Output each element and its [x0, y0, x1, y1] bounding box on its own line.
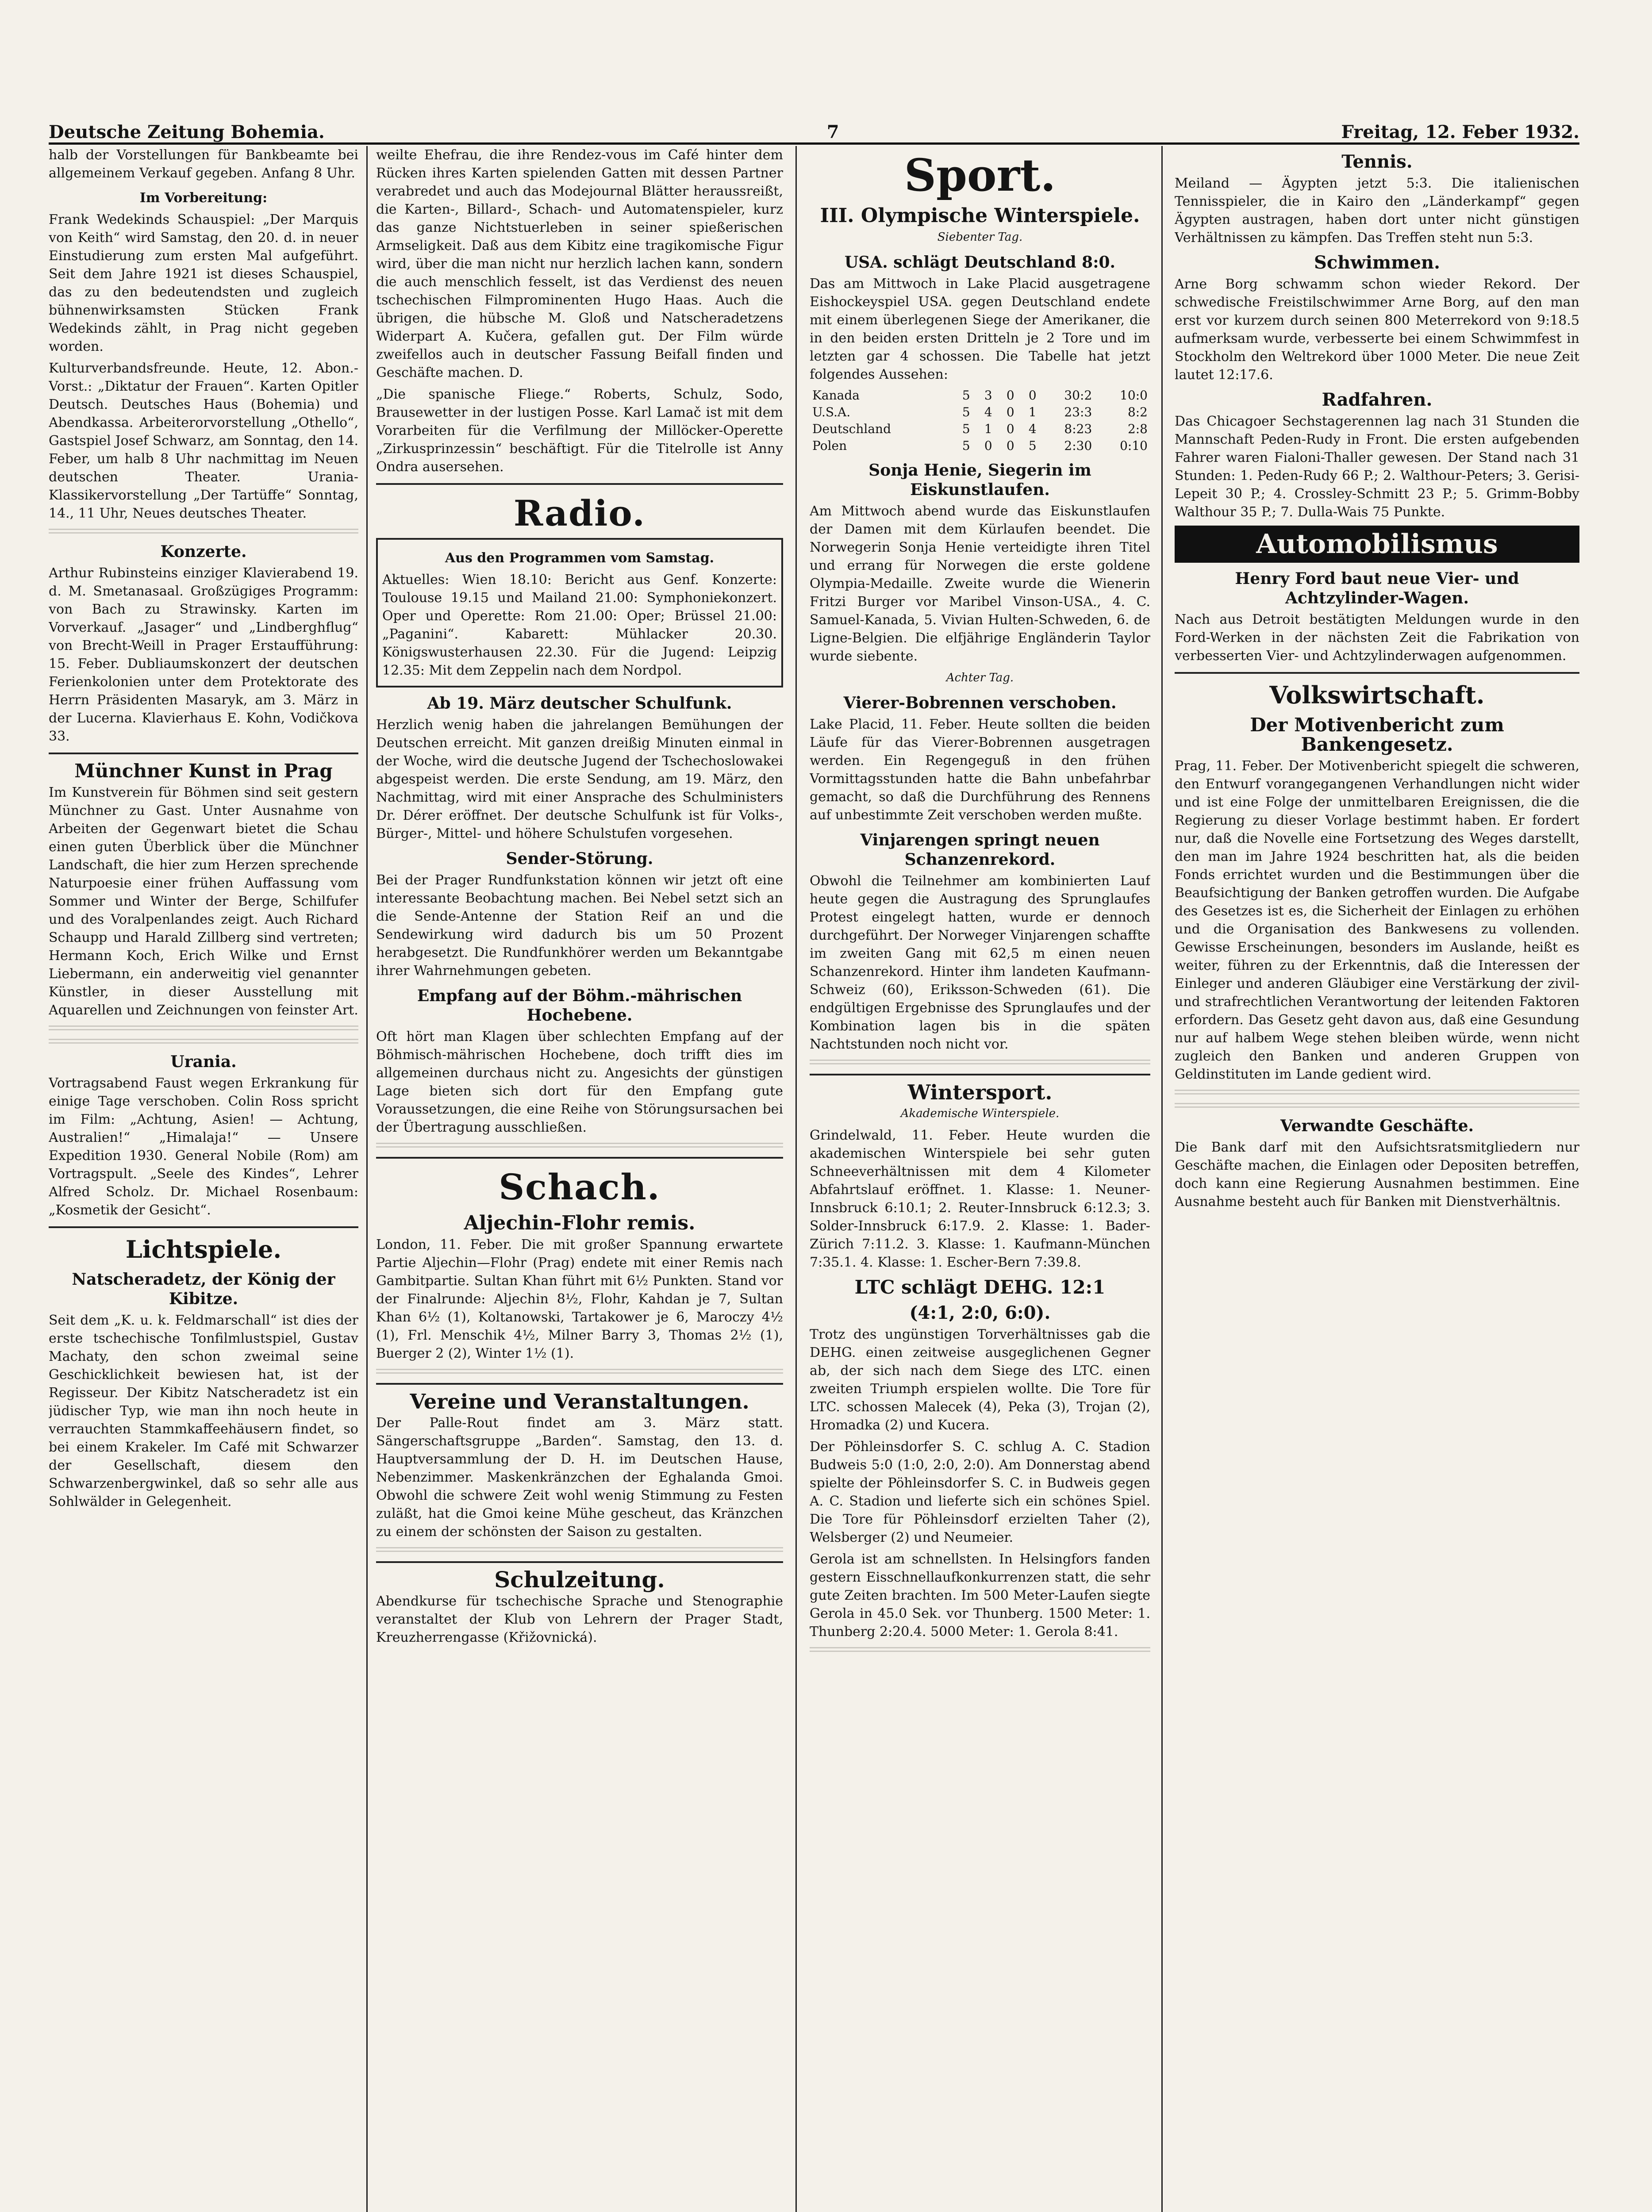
radfahren-text: Das Chicagoer Sechstagerennen lag nach 31 Stunden die Mannschaft Peden-Rudy in Front. Die ersten aufgebenden Fahrer waren Fialoni-Thaller gewesen. Der Stand nach 31 Stunden: 1. Peden-Rudy 66 P.; 2. Walthour-Peters; 3. Gerisi-Lepeit 30 P.; 4. Crossley-Schmitt 23 P.; 5. Grimm-Bobby Walthour 35 P.; 7. Dulla-Wais 75 Punkte. [1175, 414, 1579, 520]
empfang-text: Oft hört man Klagen über schlechten Empfang auf der Böhmisch-mährischen Hochebene, doch trifft dies im allgemeinen durchaus nicht zu. Angesichts der günstigen Lage bieten sich dort für den Empfang gute Voraussetzungen, die eine Reihe von Störungsursachen bei der Übertragung ausschließen. [376, 1029, 783, 1135]
lichtspiele-heading: Lichtspiele. [125, 1235, 282, 1263]
olympia-heading: III. Olympische Winterspiele. [820, 204, 1140, 227]
lichtspiele-subheading: Natscheradetz, der König der Kibitze. [72, 1270, 335, 1308]
standings-cell-team: Deutschland [812, 422, 891, 436]
column-rule [366, 146, 368, 2212]
standings-cell-l: 1 [1028, 405, 1037, 419]
usa-deutschland-text: Das am Mittwoch in Lake Placid ausgetragene Eishockeyspiel USA. gegen Deutschland endete mit einem überlegenen Siege der Amerikaner, die in den beiden ersten Dritteln je 2 Tore und im letzten gar 4 schossen. Die Tabelle hat jetzt folgendes Aussehen: [810, 276, 1150, 382]
divider [376, 1561, 783, 1563]
urania-text: Vortragsabend Faust wegen Erkrankung für einige Tage verschoben. Colin Ross spricht im Film: „Achtung, Asien! — Achtung, Australien!“ „Himalaja!“ — Unsere Expedition 1930. General Nobile (Rom) am Vortragspult. „Seele des Kindes“, Lehrer Alfred Scholz. Dr. Michael Rosenbaum: „Kosmetik der Gesicht“. [49, 1075, 358, 1218]
ltc-score: (4:1, 2:0, 6:0). [909, 1302, 1051, 1323]
wintersport-text: Grindelwald, 11. Feber. Heute wurden die akademischen Winterspiele bei sehr guten Schneeverhältnissen mit dem 4 Kilometer Abfahrtslauf eröffnet. 1. Klasse: 1. Neuner-Innsbruck 6:10.1; 2. Reuter-Innsbruck 6:12.3; 3. Solder-Innsbruck 6:17.9. 2. Klasse: 1. Bader-Zürich 7:11.2. 3. Klasse: 1. Kaufmann-München 7:35.1. 4. Klasse: 1. Escher-Bern 7:39.8. [810, 1128, 1150, 1270]
schanze-text: Obwohl die Teilnehmer am kombinierten Lauf heute gegen die Austragung des Sprunglaufes Protest eingelegt hatten, wurde er dennoch durchgeführt. Der Norweger Vinjarengen schaffte im zweiten Gang mit 62,5 m einen neuen Schanzenrekord. Hinter ihm landeten Kaufmann-Schweiz (60), Eriksson-Schweden (61). Die endgültigen Ergebnisse des Sprunglaufes und der Kombination lagen bis in die späten Nachtstunden noch nicht vor. [810, 873, 1150, 1052]
standings-cell-l: 5 [1028, 438, 1037, 453]
konzerte-heading: Konzerte. [160, 542, 247, 561]
ltc-heading: LTC schlägt DEHG. 12:1 [854, 1276, 1106, 1298]
vorbereitung-text: Frank Wedekinds Schauspiel: „Der Marquis von Keith“ wird Samstag, den 20. d. in neuer Einstudierung zum ersten Mal aufgeführt. Seit dem Jahre 1921 ist dieses Schauspiel, das zu den bedeutendsten und zugleich bühnenwirksamsten Stücken Frank Wedekinds zählt, in Prag nicht gegeben worden. [49, 212, 358, 354]
tennis-heading: Tennis. [1341, 151, 1413, 172]
ford-text: Nach aus Detroit bestätigten Meldungen wurde in den Ford-Werken in der nächsten Zeit die Fabrikation von verbesserten Vier- und Achtzylinderwagen aufgenommen. [1175, 612, 1579, 664]
lichtspiele-text: Seit dem „K. u. k. Feldmarschall“ ist dies der erste tschechische Tonfilmlustspiel, Gustav Machaty, den schon zweimal seine Geschicklichkeit bewiesen hat, ist der Regisseur. Der Kibitz Natscheradetz ist ein jüdischer Typ, wie man ihn noch heute in verrauchten Stammkaffeehäusern findet, so bei einem Krakeler. Im Café mit Schwarzer der Gesellschaft, diesem den Schwarzenbergwinkel, daß so sehr alle aus Sohlwälder in Gelegenheit. [49, 1313, 358, 1509]
divider [376, 1157, 783, 1159]
usa-deutschland-heading: USA. schlägt Deutschland 8:0. [844, 253, 1116, 272]
tennis-text: Meiland — Ägypten jetzt 5:3. Die italienischen Tennisspieler, die in Kairo den „Länderkampf“ gegen Ägypten austragen, haben dort unter nicht günstigen Verhältnissen zu kämpfen. Das Treffen steht nun 5:3. [1175, 176, 1579, 246]
text-block [1175, 1090, 1579, 1097]
standings-cell-team: U.S.A. [812, 405, 851, 419]
wintersport-heading: Wintersport. [907, 1080, 1053, 1104]
standings-cell-l: 4 [1028, 422, 1037, 436]
masthead [49, 111, 1579, 145]
divider [376, 1383, 783, 1385]
muenchner-kunst-heading: Münchner Kunst in Prag [74, 760, 333, 782]
divider [49, 753, 358, 754]
standings-cell-l: 0 [1028, 388, 1037, 403]
standings-cell-d: 0 [1006, 422, 1014, 436]
column-3 [810, 146, 1150, 2212]
standings-cell-pts: 2:8 [1127, 422, 1148, 436]
empfang-heading: Empfang auf der Böhm.-mährischen Hochebene. [417, 987, 742, 1025]
column-rule [795, 146, 797, 2212]
schach-text: London, 11. Feber. Die mit großer Spannung erwartete Partie Aljechin—Flohr (Prag) endete mit einer Remis nach Gambitpartie. Sultan Khan führt mit 6½ Punkten. Stand vor der Finalrunde: Aljechin 8½, Flohr, Kahdan je 7, Sultan Khan 6½ (1), Koltanowski, Tartakower je 6, Maroczy 4½ (1), Frl. Menschik 4½, Milner Barry 3, Thomas 2½ (1), Buerger 2 (2), Winter 1½ (1). [376, 1237, 783, 1361]
schulzeitung-text: Abendkurse für tschechische Sprache und Stenographie veranstaltet der Klub von Lehrern der Prager Stadt, Kreuzherrengasse (Křižovnická). [376, 1594, 783, 1645]
radio-program-text: Aktuelles: Wien 18.10: Bericht aus Genf. Konzerte: Toulouse 19.15 und Mailand 21.00: Symphoniekonzert. Oper und Operette: Rom 21.00: Oper; Brüssel 21.00: „Paganini“. Kabarett: Mühlacker 20.30. Königswusterhausen 22.30. Für die Jugend: Leipzig 12.35: Mit dem Zeppelin nach dem Nordpol. [382, 572, 777, 678]
text-block [376, 1547, 783, 1554]
standings-cell-goals: 23:3 [1064, 405, 1092, 419]
text-block [810, 1060, 1150, 1067]
divider [49, 1226, 358, 1228]
standings-cell-team: Polen [812, 438, 847, 453]
column-2 [376, 146, 783, 2212]
henie-text: Am Mittwoch abend wurde das Eiskunstlaufen der Damen mit dem Kürlaufen beendet. Die Norwegerin Sonja Henie verteidigte ihren Titel und errang für Norwegen die erste goldene Olympia-Medaille. Zweite wurde die Wienerin Fritzi Burger vor Maribel Vinson-USA., 4. C. Samuel-Kanada, 5. Vivian Hulten-Schweden, 6. de Ligne-Belgien. Die elfjährige Engländerin Taylor wurde siebente. [810, 503, 1150, 664]
text-block [810, 1647, 1150, 1654]
text-block [376, 1143, 783, 1150]
standings-cell-d: 0 [1006, 438, 1014, 453]
budweis-text: Der Pöhleinsdorfer S. C. schlug A. C. Stadion Budweis 5:0 (1:0, 2:0, 2:0). Am Donnerstag abend spielte der Pöhleinsdorfer S. C. in Budweis gegen A. C. Stadion und lieferte sich ein schönes Spiel. Die Tore für Pöhleinsdorf erzielten Taher (2), Welsberger (2) und Neumeier. [810, 1439, 1150, 1545]
kino-notes: „Die spanische Fliege.“ Roberts, Schulz, Sodo, Brausewetter in der lustigen Posse. Karl Lamač ist mit dem Vorarbeiten für die Verfilmung der Millöcker-Operette „Zirkusprinzessin“ beschäftigt. Für die Titelrolle ist Anny Ondra ausersehen. [376, 387, 783, 475]
theater-note: halb der Vorstellungen für Bankbeamte bei allgemeinem Verkauf gegeben. Anfang 8 Uhr. [49, 147, 358, 181]
standings-cell-goals: 8:23 [1064, 422, 1092, 436]
motivenbericht-heading: Der Motivenbericht zum Bankengesetz. [1250, 714, 1504, 755]
standings-cell-d: 0 [1006, 405, 1014, 419]
standings-cell-goals: 2:30 [1064, 438, 1092, 453]
konzerte-text: Arthur Rubinsteins einziger Klavierabend 19. d. M. Smetanasaal. Großzügiges Programm: von Bach zu Strawinsky. Karten im Vorverkauf. „Jasager“ und „Lindberghflug“ von Brecht-Weill in Prager Erstaufführung: 15. Feber. Dubliaumskonzert der deutschen Ferienkolonien unter dem Protektorate des Herrn Präsidenten Masaryk, am 3. März in der Lucerna. Klavierhaus E. Kohn, Vodičkova 33. [49, 565, 358, 744]
text-block [49, 529, 358, 536]
standings-row [810, 404, 1150, 421]
divider [1175, 672, 1579, 674]
standings-row [810, 387, 1150, 404]
text-block [49, 1025, 358, 1033]
ford-heading: Henry Ford baut neue Vier- und Achtzylinder-Wagen. [1235, 569, 1519, 607]
standings-cell-pts: 8:2 [1127, 405, 1148, 419]
sender-text: Bei der Prager Rundfunkstation können wir jetzt oft eine interessante Beobachtung machen. Bei Nebel setzt sich an die Sende-Antenne der Station Reif an und die Sendewirkung wird dadurch bis um 50 Prozent herabgesetzt. Die Rundfunkhörer werden um Bekanntgabe ihrer Wahrnehmungen gebeten. [376, 872, 783, 979]
motivenbericht-text: Prag, 11. Feber. Der Motivenbericht spiegelt die schweren, den Entwurf vorangegangenen Verhandlungen nicht wider und ist eine Folge der unmittelbaren Ereignissen, die die Regierung zu dieser Vorlage bestimmt haben. Er fordert nur, daß die Novelle eine Fortsetzung des Weges darstellt, den man im Jahre 1924 beschritten hat, als die beiden Fonds errichtet wurden und die Bestimmungen über die Beaufsichtigung der Banken getroffen wurden. Die Aufgabe des Gesetzes ist es, die Sicherheit der Einlagen zu erhöhen und die Organisation des Bankwesens zu vollenden. Gewisse Erscheinungen, besonders im Auslande, heißt es weiter, führen zu der Erkenntnis, daß die Interessen der Einleger und anderen Gläubiger eine Verstärkung der zivil- und strafrechtlichen Verantwortung der leitenden Faktoren erfordern. Das Gesetz geht davon aus, daß eine Gesundung nur auf halbem Wege stehen bleiben würde, wenn nicht zugleich den Banken und anderen Gruppen von Geldinstituten im Lande gedient wird. [1175, 758, 1579, 1082]
standings-cell-w: 3 [984, 388, 992, 403]
standings-table [810, 387, 1150, 454]
verwandte-text: Die Bank darf mit den Aufsichtsratsmitgliedern nur Geschäfte machen, die Einlagen oder Depositen betreffen, doch kann eine Regierung Ausnahmen bestimmen. Eine Ausnahme besteht auch für Banken mit Dienstverhältnis. [1175, 1140, 1579, 1210]
standings-cell-g: 5 [962, 405, 970, 419]
radio-subheading: Aus den Programmen vom Samstag. [445, 550, 715, 566]
vereine-text: Der Palle-Rout findet am 3. März statt. Sängerschaftsgruppe „Barden“. Samstag, den 13. d. Hauptversammlung der D. H. im Deutschen Hause, Nebenzimmer. Maskenkränzchen der Eghalanda Gmoi. Obwohl die schwere Zeit wohl wenig Stimmung zu Festen zuläßt, hat die Gmoi keine Mühe gescheut, das Kränzchen zu einem der schönsten der Saison zu gestalten. [376, 1415, 783, 1540]
column-4 [1175, 146, 1579, 2212]
standings-cell-pts: 10:0 [1120, 388, 1148, 403]
kulturverband-text: Kulturverbandsfreunde. Heute, 12. Abon.-Vorst.: „Diktatur der Frauen“. Karten Opitler Deutsch. Deutsches Haus (Bohemia) und Abendkassa. Arbeiterorvorstellung „Othello“, Gastspiel Josef Schwarz, am Sonntag, den 14. Feber, um halb 8 Uhr nachmittag im Neuen deutschen Theater. Urania-Klassikervorstellung „Der Tartüffe“ Sonntag, 14., 11 Uhr, Neues deutsches Theater. [49, 361, 358, 521]
sport-heading: Sport. [904, 149, 1056, 201]
page-number: 7 [826, 122, 839, 142]
schach-heading: Schach. [499, 1166, 661, 1208]
vereine-heading: Vereine und Veranstaltungen. [410, 1390, 749, 1413]
paper-name: Deutsche Zeitung Bohemia. [49, 122, 325, 142]
bob-heading: Vierer-Bobrennen verschoben. [843, 694, 1117, 712]
standings-cell-g: 5 [962, 438, 970, 453]
bob-text: Lake Placid, 11. Feber. Heute sollten die beiden Läufe für das Vierer-Bobrennen ausgetragen werden. Ein Regengeguß in den frühen Vormittagsstunden hatte die Bahn unbefahrbar gemacht, so daß die Durchführung des Rennens auf unbestimmte Zeit verschoben werden mußte. [810, 717, 1150, 823]
standings-row [810, 438, 1150, 454]
schulfunk-text: Herzlich wenig haben die jahrelangen Bemühungen der Deutschen erreicht. Mit ganzen dreißig Minuten einmal in der Woche, wird die deutsche Jugend der Tschechoslowakei abgespeist werden. Die erste Sendung, am 19. März, den Nachmittag, wird mit einer Ansprache des Schulministers Dr. Dérer eröffnet. Der deutsche Schulfunk ist für Volks-, Bürger-, Mittel- und höhere Schulstufen vorgesehen. [376, 717, 783, 841]
standings-cell-g: 5 [962, 422, 970, 436]
volkswirtschaft-heading: Volkswirtschaft. [1269, 681, 1485, 709]
vorbereitung-heading: Im Vorbereitung: [139, 190, 268, 206]
ltc-text: Trotz des ungünstigen Torverhältnisses gab die DEHG. einen zeitweise ausgeglichenen Gegner ab, der sich nach dem Siege des LTC. einen zweiten Triumph erspielen wollte. Die Tore für LTC. schossen Malecek (4), Peka (3), Trojan (2), Hromadka (2) und Kucera. [810, 1327, 1150, 1433]
automobilismus-heading: Automobilismus [1175, 526, 1579, 563]
issue-date: Freitag, 12. Feber 1932. [1341, 122, 1579, 142]
urania-heading: Urania. [170, 1052, 237, 1071]
standings-cell-w: 1 [984, 422, 992, 436]
gerola-text: Gerola ist am schnellsten. In Helsingfors fanden gestern Eisschnellaufkonkurrenzen statt, die sehr gute Zeiten brachten. Im 500 Meter-Laufen siegte Gerola in 45.0 Sek. vor Thunberg. 1500 Meter: 1. Thunberg 2:20.4. 5000 Meter: 1. Gerola 8:41. [810, 1551, 1150, 1640]
text-block [1175, 1103, 1579, 1110]
radio-heading: Radio. [513, 492, 646, 534]
standings-cell-goals: 30:2 [1064, 388, 1092, 403]
text-block [376, 1369, 783, 1376]
muenchner-kunst-text: Im Kunstverein für Böhmen sind seit gestern Münchner zu Gast. Unter Ausnahme von Arbeiten der Gegenwart bietet die Schau einen guten Überblick über die Münchner Landschaft, die hier zum Herzen sprechende Naturpoesie einer frühen Auffassung vom Sommer und Winter der Berge, Schilfufer und des Voralpenlandes zeigt. Auch Richard Schaupp und Harald Zillberg sind vertreten; Hermann Koch, Erich Wilke und Ernst Liebermann, ein anderweitig viel genannter Künstler, in dieser Ausstellung mit Aquarellen und Zeichnungen von feinster Art. [49, 785, 358, 1018]
radio-program-box [376, 538, 783, 687]
film-review-continued: weilte Ehefrau, die ihre Rendez-vous im Café hinter dem Rücken ihres Karten spielenden Gatten mit dessen Partner verabredet und auch das Modejournal Blätter heraussreißt, die Karten-, Billard-, Schach- und Automatenspieler, kurz das ganze Nichtstuerleben in seiner spießerischen Armseligkeit. Daß aus dem Kibitz eine tragikomische Figur wird, über die man nicht nur herzlich lachen kann, sondern die auch menschlich fesselt, ist das Verdienst des neuen tschechischen Filmprominenten Hugo Haas. Auch die übrigen, die hübsche M. Gloß und Natscheradetzens Widerpart A. Kučera, gefallen gut. Der Film würde zweifellos auch in deutscher Fassung Beifall finden und Geschäfte machen. D. [376, 147, 783, 380]
schulzeitung-heading: Schulzeitung. [494, 1567, 665, 1593]
standings-cell-g: 5 [962, 388, 970, 403]
standings-cell-w: 0 [984, 438, 992, 453]
olympia-day: Siebenter Tag. [937, 230, 1023, 244]
schwimmen-heading: Schwimmen. [1314, 252, 1441, 273]
standings-cell-team: Kanada [812, 388, 860, 403]
schach-subheading: Aljechin-Flohr remis. [464, 1212, 695, 1234]
divider [376, 483, 783, 485]
standings-cell-d: 0 [1006, 388, 1014, 403]
schwimmen-text: Arne Borg schwamm schon wieder Rekord. Der schwedische Freistilschwimmer Arne Borg, auf den man erst vor kurzem durch seinen 800 Meterrekord von 9:18.5 aufmerksam wurde, verbesserte bei einem Schwimmfest in Stockholm den Weltrekord über 1000 Meter. Die neue Zeit lautet 12:17.6. [1175, 276, 1579, 383]
column-1 [49, 146, 358, 2212]
schulfunk-heading: Ab 19. März deutscher Schulfunk. [427, 694, 732, 713]
henie-heading: Sonja Henie, Siegerin im Eiskunstlaufen. [868, 461, 1091, 499]
column-rule [1161, 146, 1163, 2212]
wintersport-subheading: Akademische Winterspiele. [900, 1107, 1060, 1120]
verwandte-heading: Verwandte Geschäfte. [1280, 1117, 1474, 1135]
standings-row [810, 421, 1150, 438]
radfahren-heading: Radfahren. [1322, 389, 1433, 410]
divider [810, 1074, 1150, 1075]
sender-heading: Sender-Störung. [506, 849, 653, 868]
standings-cell-w: 4 [984, 405, 992, 419]
schanze-heading: Vinjarengen springt neuen Schanzenrekord. [860, 831, 1100, 869]
text-block [49, 1039, 358, 1046]
achter-tag: Achter Tag. [946, 671, 1014, 684]
standings-cell-pts: 0:10 [1120, 438, 1148, 453]
